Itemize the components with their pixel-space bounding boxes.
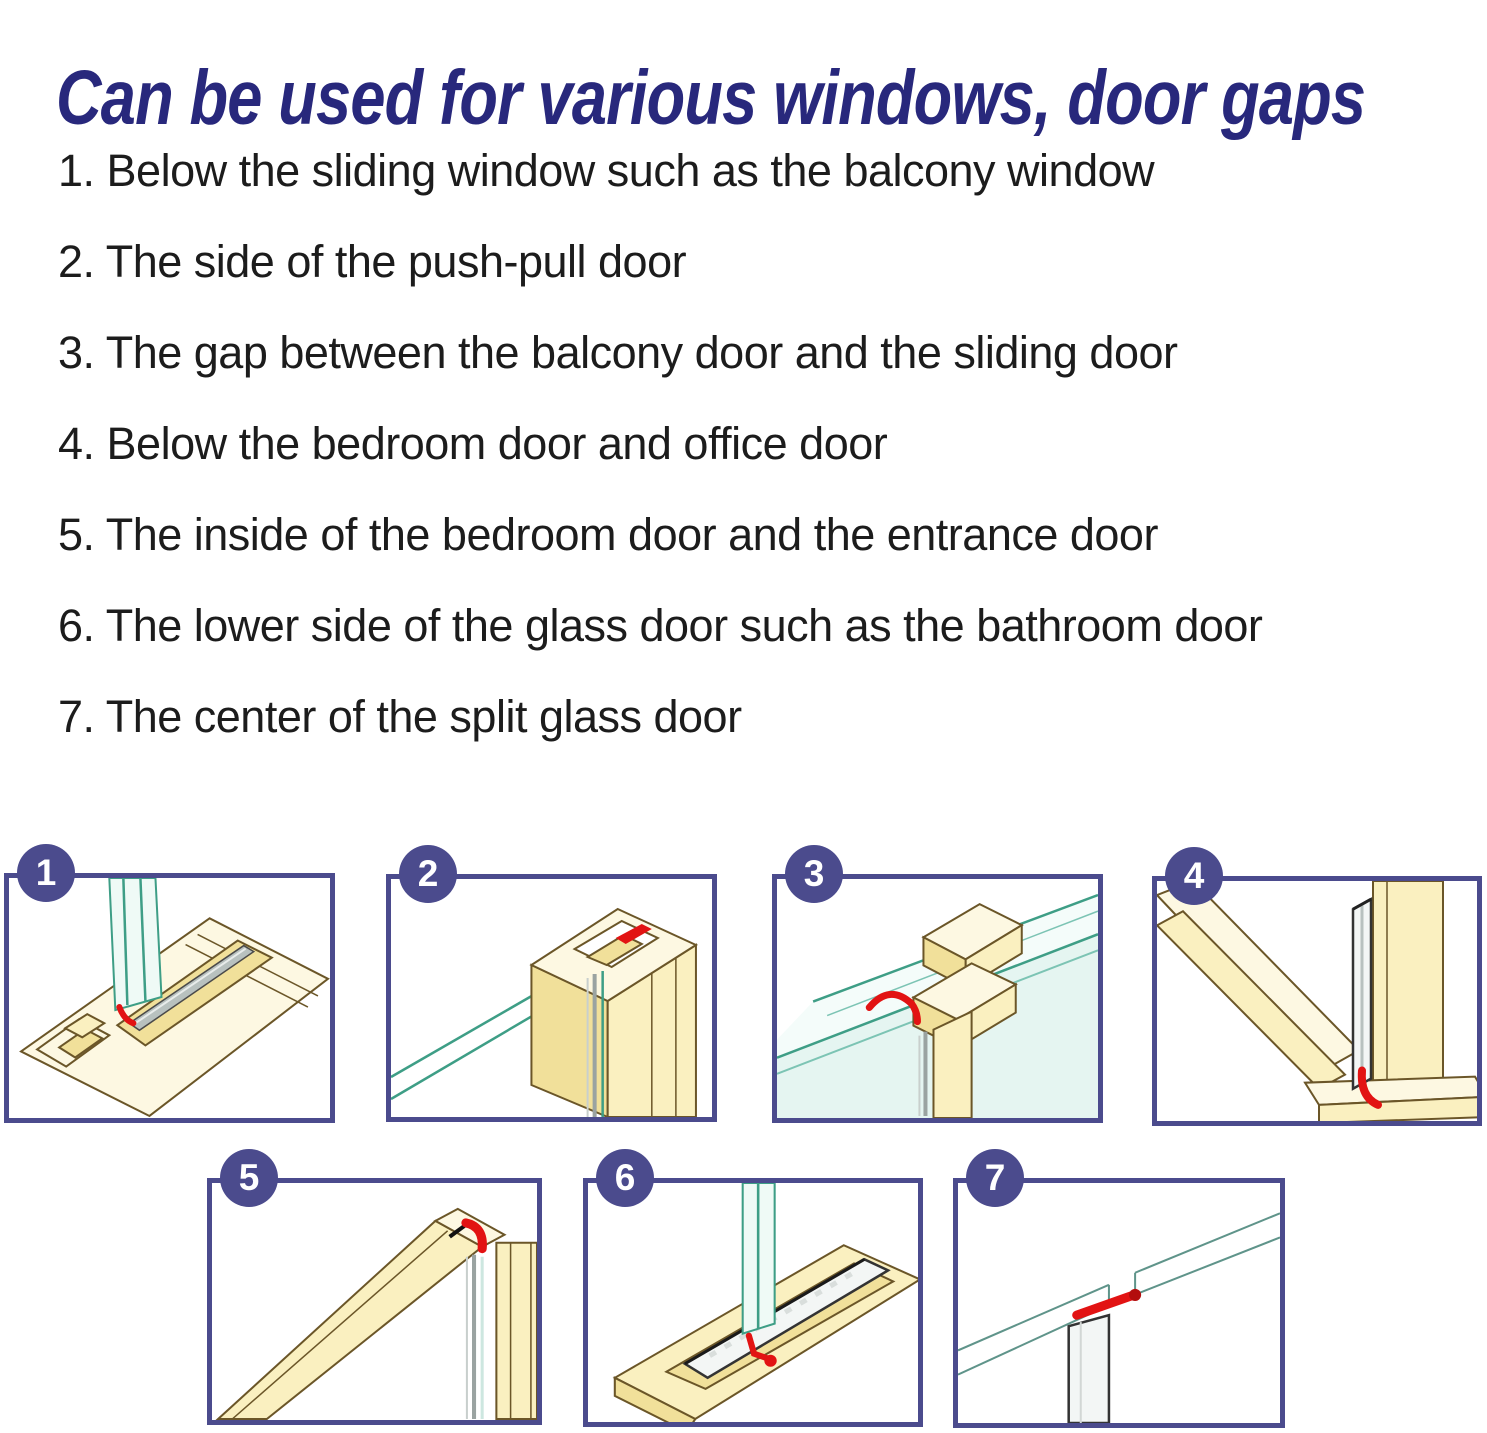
list-item: 2. The side of the push-pull door — [58, 236, 687, 287]
number-badge: 4 — [1165, 847, 1223, 905]
list-item: 3. The gap between the balcony door and the sliding door — [58, 327, 1178, 378]
panel-7 — [953, 1157, 1285, 1428]
split-glass-door-center-illustration — [958, 1183, 1280, 1423]
number-badge: 6 — [596, 1149, 654, 1207]
list-item: 6. The lower side of the glass door such as the bathroom door — [58, 600, 1263, 651]
panel-5 — [207, 1157, 542, 1425]
list-item: 1. Below the sliding window such as the balcony window — [58, 145, 1155, 196]
below-bedroom-door-illustration — [1157, 881, 1477, 1121]
list-item: 7. The center of the split glass door — [58, 691, 742, 742]
number-badge: 2 — [399, 845, 457, 903]
number-badge: 1 — [17, 844, 75, 902]
panel-2 — [386, 853, 717, 1122]
panel-4 — [1152, 855, 1482, 1126]
panel-1 — [4, 852, 335, 1123]
number-badge: 7 — [966, 1149, 1024, 1207]
inside-bedroom-door-illustration — [212, 1183, 537, 1420]
panel-6 — [583, 1157, 923, 1427]
list-item: 5. The inside of the bedroom door and the entrance door — [58, 509, 1158, 560]
page-title: Can be used for various windows, door gaps — [56, 54, 1366, 141]
list-item: 4. Below the bedroom door and office door — [58, 418, 888, 469]
balcony-sliding-door-gap-illustration — [777, 879, 1098, 1118]
push-pull-door-side-illustration — [391, 879, 712, 1117]
usage-list — [58, 146, 1458, 783]
sliding-window-track-illustration — [9, 878, 330, 1118]
number-badge: 3 — [785, 845, 843, 903]
glass-door-bottom-illustration — [588, 1183, 918, 1422]
panel-3 — [772, 853, 1103, 1123]
number-badge: 5 — [220, 1149, 278, 1207]
